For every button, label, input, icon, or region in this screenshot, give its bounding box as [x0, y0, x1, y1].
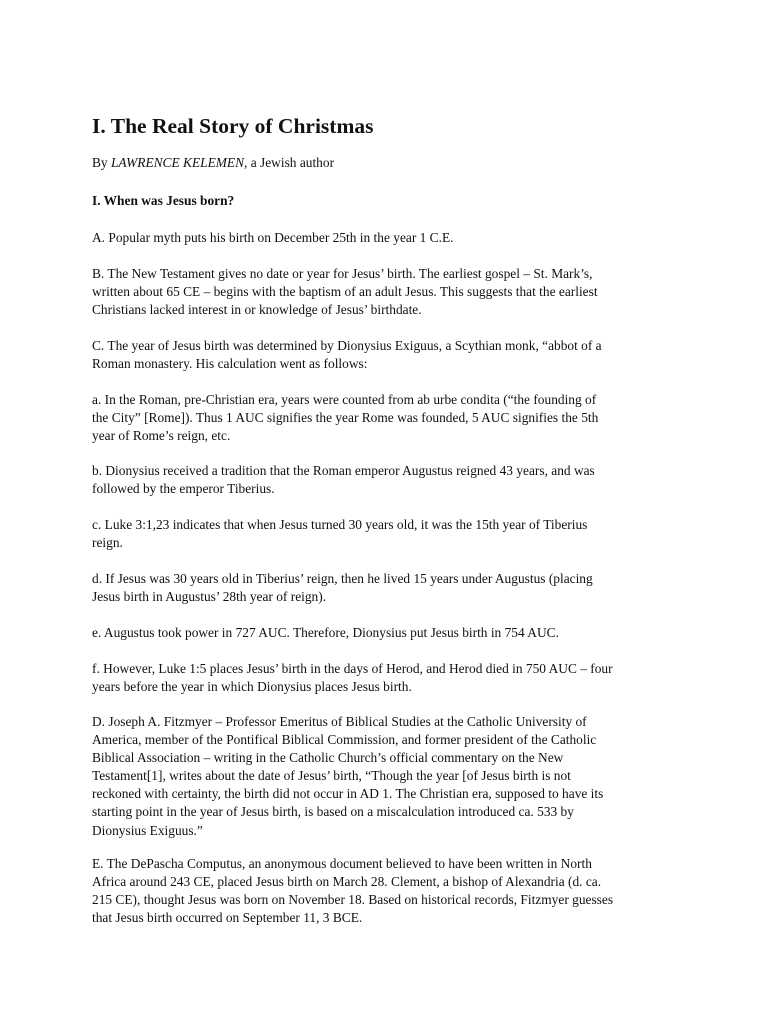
paragraph-sub-f	[92, 660, 672, 696]
paragraph-line: C. The year of Jesus birth was determined by Dionysius Exiguus, a Scythian monk, “abbot of a	[92, 338, 602, 353]
byline-author: LAWRENCE KELEMEN	[110, 155, 245, 170]
paragraph-b	[92, 265, 672, 319]
paragraph-line: 215 CE), thought Jesus was born on November 18. Based on historical records, Fitzmyer guesses	[92, 892, 614, 908]
paragraph-sub-b	[92, 462, 672, 498]
paragraph-sub-a	[92, 391, 672, 445]
paragraph-line: reign.	[92, 535, 123, 551]
document-title: I. The Real Story of Christmas	[92, 114, 374, 138]
section-heading: I. When was Jesus born?	[92, 193, 235, 208]
paragraph-line: E. The DePascha Computus, an anonymous document believed to have been written in North	[92, 856, 592, 871]
paragraph-a	[92, 229, 672, 247]
byline	[92, 154, 334, 172]
paragraph-sub-e	[92, 624, 672, 642]
paragraph-line: America, member of the Pontifical Biblical Commission, and former president of the Catholic	[92, 732, 597, 748]
paragraph-line: D. Joseph A. Fitzmyer – Professor Emeritus of Biblical Studies at the Catholic University of	[92, 714, 587, 729]
paragraph-line: starting point in the year of Jesus birth, is based on a miscalculation introduced ca. 533 by	[92, 804, 574, 820]
paragraph-line: written about 65 CE – begins with the baptism of an adult Jesus. This suggests that the earliest	[92, 284, 598, 300]
paragraph-line: reckoned with certainty, the birth did not occur in AD 1. The Christian era, supposed to have its	[92, 786, 604, 802]
paragraph-line: f. However, Luke 1:5 places Jesus’ birth in the days of Herod, and Herod died in 750 AUC – four	[92, 661, 613, 676]
paragraph-line: year of Rome’s reign, etc.	[92, 428, 231, 444]
paragraph-line: Christians lacked interest in or knowledge of Jesus’ birthdate.	[92, 302, 422, 318]
paragraph-c	[92, 337, 672, 373]
paragraph-line: B. The New Testament gives no date or year for Jesus’ birth. The earliest gospel – St. Mark’s,	[92, 266, 593, 281]
paragraph-sub-d	[92, 570, 672, 606]
paragraph-line: that Jesus birth occurred on September 11, 3 BCE.	[92, 910, 363, 926]
byline-suffix: , a Jewish author	[244, 155, 335, 170]
paragraph-line: the City” [Rome]). Thus 1 AUC signifies the year Rome was founded, 5 AUC signifies the 5th	[92, 410, 599, 426]
paragraph-line: A. Popular myth puts his birth on December 25th in the year 1 C.E.	[92, 230, 454, 245]
paragraph-line: Roman monastery. His calculation went as follows:	[92, 356, 368, 372]
paragraph-line: e. Augustus took power in 727 AUC. Therefore, Dionysius put Jesus birth in 754 AUC.	[92, 625, 559, 640]
paragraph-line: Dionysius Exiguus.”	[92, 822, 203, 838]
paragraph-line: Biblical Association – writing in the Catholic Church’s official commentary on the New	[92, 750, 564, 766]
paragraph-d	[92, 713, 672, 840]
paragraph-line: Jesus birth in Augustus’ 28th year of reign).	[92, 589, 327, 605]
byline-prefix: By	[92, 155, 111, 170]
paragraph-line: Africa around 243 CE, placed Jesus birth on March 28. Clement, a bishop of Alexandria (d. ca.	[92, 874, 602, 890]
paragraph-line: a. In the Roman, pre-Christian era, years were counted from ab urbe condita (“the founding of	[92, 392, 597, 407]
paragraph-line: c. Luke 3:1,23 indicates that when Jesus turned 30 years old, it was the 15th year of Tiberius	[92, 517, 588, 532]
paragraph-line: b. Dionysius received a tradition that the Roman emperor Augustus reigned 43 years, and was	[92, 463, 595, 478]
paragraph-line: years before the year in which Dionysius places Jesus birth.	[92, 679, 412, 695]
paragraph-line: d. If Jesus was 30 years old in Tiberius’ reign, then he lived 15 years under Augustus (placing	[92, 571, 593, 586]
paragraph-e	[92, 855, 672, 927]
paragraph-line: followed by the emperor Tiberius.	[92, 481, 275, 497]
paragraph-line: Testament[1], writes about the date of Jesus’ birth, “Though the year [of Jesus birth is not	[92, 768, 571, 784]
paragraph-sub-c	[92, 516, 672, 552]
